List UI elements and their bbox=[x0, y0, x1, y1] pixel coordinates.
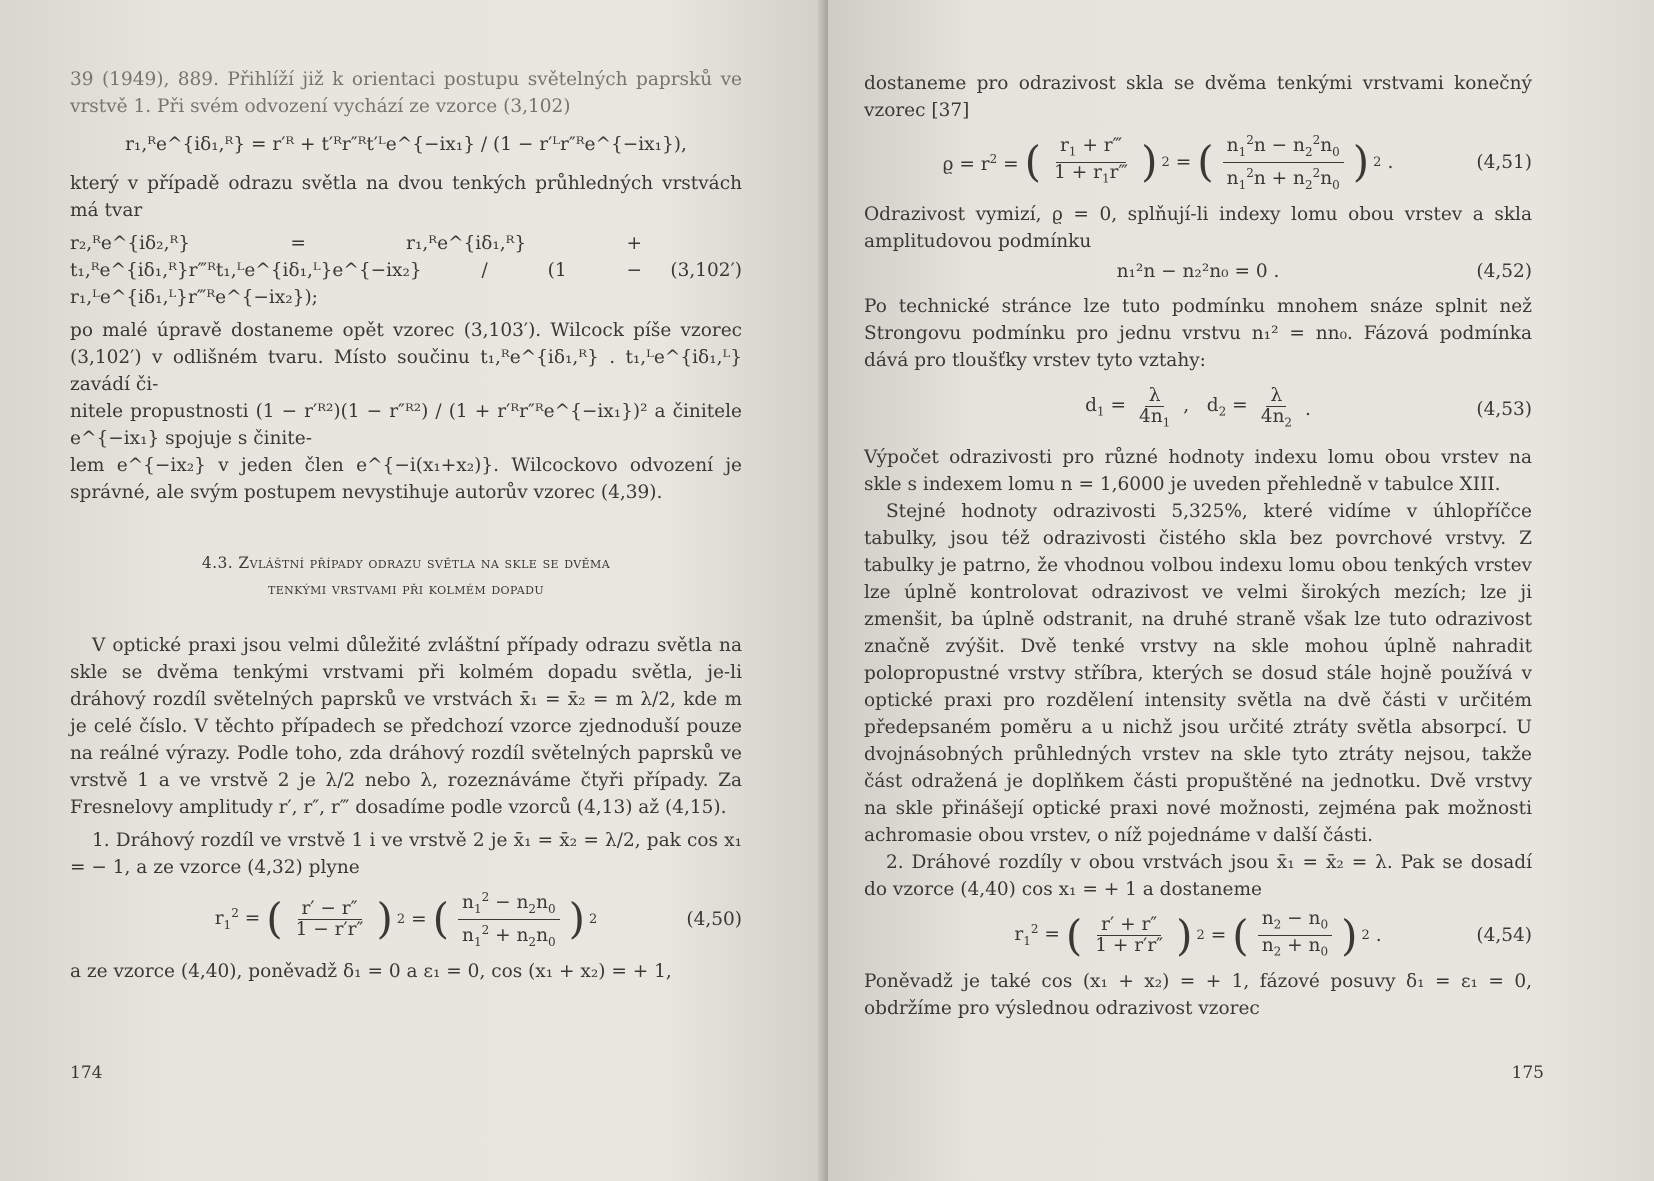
equation-a bbox=[70, 124, 742, 164]
paragraph-c: Výpočet odrazivosti pro různé hodnoty indexu lomu obou vrstev na skle s indexem lomu n = 1,6000 je uveden přehledně v tabulce XIII. bbox=[864, 447, 1532, 496]
left-text-column bbox=[70, 66, 742, 985]
text-3c: lem e^{−ix₂} v jeden člen e^{−i(x₁+x₂)}. Wilcockovo odvození je správné, ale svým postupem nevystihuje autorův vzorec (4,39). bbox=[70, 455, 742, 503]
paragraph-a: Odrazivost vymizí, ϱ = 0, splňují-li indexy lomu obou vrstev a skla amplitudovou podmínku bbox=[864, 203, 1532, 252]
equation-4-54 bbox=[864, 909, 1532, 961]
intro-lines: 39 (1949), 889. Přihlíží již k orientaci postupu světelných paprsků ve vrstvě 1. Při svém odvození vychází ze vzorce (3,102) bbox=[70, 69, 742, 117]
equation-4-53-body: $d_1$ = $\frac{\lambda}{4n_1}$ , $d_2$ = $\frac{\lambda}{4n_2}$ . bbox=[1085, 384, 1311, 430]
equation-4-51 bbox=[864, 130, 1532, 195]
equation-a-text: r₁,ᴿe^{iδ₁,ᴿ} = r′ᴿ + t′ᴿr″ᴿt′ᴸe^{−ix₁} / (1 − r′ᴸr″ᴿe^{−ix₁}), bbox=[125, 133, 687, 155]
section-heading-line-1: 4.3. Zvláštní případy odrazu světla na skle se dvěma bbox=[201, 554, 611, 572]
equation-b-number: (3,102′) bbox=[670, 260, 742, 281]
page-number-left: 174 bbox=[70, 1063, 103, 1083]
paragraph-f: Poněvadž je také cos (x₁ + x₂) = + 1, fázové posuvy δ₁ = ε₁ = 0, obdržíme pro výslednou odrazivost vzorec bbox=[864, 970, 1532, 1019]
equation-4-52-number: (4,52) bbox=[1476, 261, 1532, 283]
equation-4-54-body: $r_1^2$ = ( $\frac{r' + r''}{1 + r'r''}$ ) 2 = ( $\frac{n_2 - n_0}{n_2 + n_0}$ ) 2 . bbox=[1014, 908, 1382, 960]
equation-4-52 bbox=[864, 257, 1532, 287]
left-page bbox=[0, 0, 826, 1181]
section-heading-line-2: tenkými vrstvami při kolmém dopadu bbox=[267, 580, 545, 598]
equation-4-50 bbox=[70, 887, 742, 952]
paragraph-1: V optické praxi jsou velmi důležité zvláštní případy odrazu světla na skle se dvěma tenkými vrstvami při kolmém dopadu světla, je-li dráhový rozdíl světelných paprsků ve vrstvách x̄₁ = x̄₂ = m λ/2, kde m je celé číslo. V těchto případech se předchozí vzorce zjednoduší pouze na reálné výrazy. Podle toho, zda dráhový rozdíl světelných paprsků ve vrstvě 1 a ve vrstvě 2 je λ/2 nebo λ, rozeznáváme čtyři případy. Za Fresnelovy amplitudy r′, r″, r‴ dosadíme podle vzorců (4,13) až (4,15). bbox=[70, 635, 742, 818]
equation-b bbox=[70, 230, 742, 311]
right-text-column bbox=[864, 70, 1532, 1022]
text-3a: po malé úpravě dostaneme opět vzorec (3,103′). Wilcock píše vzorec (3,102′) v odlišném tvaru. Místo součinu t₁,ᴿe^{iδ₁,ᴿ} . t₁,ᴸe^{iδ₁,ᴸ} zavádí či- bbox=[70, 320, 742, 395]
right-page bbox=[828, 0, 1654, 1181]
equation-4-52-text: n₁²n − n₂²n₀ = 0 . bbox=[1116, 261, 1280, 283]
paragraph-e: 2. Dráhové rozdíly v obou vrstvách jsou x̄₁ = x̄₂ = λ. Pak se dosadí do vzorce (4,40) cos x₁ = + 1 a dostaneme bbox=[864, 852, 1532, 901]
paragraph-3: a ze vzorce (4,40), poněvadž δ₁ = 0 a ε₁ = 0, cos (x₁ + x₂) = + 1, bbox=[70, 960, 672, 982]
equation-4-51-body: $ϱ = r^2$ = ( $\frac{r_1 + r‴}{1 + r_1r‴}$ ) 2 = ( $\frac{n_1^2n - n_2^2n_0}{n_1^2n + n_2^2n_0}$ ) 2 . bbox=[864, 130, 1532, 195]
page-number-right: 175 bbox=[1511, 1063, 1544, 1083]
right-line-1: dostaneme pro odrazivost skla se dvěma tenkými vrstvami konečný vzorec [37] bbox=[864, 73, 1532, 121]
text-3b: nitele propustnosti (1 − r′ᴿ²)(1 − r″ᴿ²) / (1 + r′ᴿr″ᴿe^{−ix₁})² a činitele e^{−ix₁} spojuje s činite- bbox=[70, 401, 742, 449]
text-2: který v případě odrazu světla na dvou tenkých průhledných vrstvách má tvar bbox=[70, 173, 742, 221]
equation-4-50-number: (4,50) bbox=[686, 908, 742, 930]
paragraph-d: Stejné hodnoty odrazivosti 5,325%, které vidíme v úhlopříčce tabulky, jsou též odrazivosti čistého skla bez povrchové vrstvy. Z tabulky je patrno, že vhodnou volbou indexu lomu obou tenkých vrstev lze úplně kontrolovat odrazivost ve velmi širokých mezích; lze ji zmenšit, ba úplně odstranit, na druhé straně však lze tuto odrazivost značně zvýšit. Dvě tenké vrstvy na skle mohou úplně nahradit polopropustné vrstvy stříbra, kterých se dosud stále hojně používá v optické praxi pro rozdělení intensity světla na dvě části v určitém předepsaném poměru a u nichž jsou určité ztráty světla absorpcí. U dvojnásobných průhledných vrstev na skle tyto ztráty nejsou, takže část odražená je doplňkem části propuštěné na jednotku. Dvě vrstvy na skle přinášejí optické praxi nové možnosti, zejména pak možnosti achromasie obou vrstev, o níž pojednáme v další části. bbox=[864, 501, 1532, 847]
equation-4-51-number: (4,51) bbox=[1476, 151, 1532, 173]
equation-4-53 bbox=[864, 386, 1532, 433]
paragraph-b: Po technické stránce lze tuto podmínku mnohem snáze splnit než Strongovu podmínku pro jednu vrstvu n₁² = nn₀. Fázová podmínka dává pro tloušťky vrstev tyto vztahy: bbox=[864, 295, 1532, 371]
equation-b-text: r₂,ᴿe^{iδ₂,ᴿ} = r₁,ᴿe^{iδ₁,ᴿ} + t₁,ᴿe^{iδ₁,ᴿ}r‴ᴿt₁,ᴸe^{iδ₁,ᴸ}e^{−ix₂} / (1 − r₁,ᴸe^{iδ₁,ᴸ}r‴ᴿe^{−ix₂}); bbox=[70, 233, 642, 308]
equation-4-54-number: (4,54) bbox=[1476, 925, 1532, 947]
paragraph-2: 1. Dráhový rozdíl ve vrstvě 1 i ve vrstvě 2 je x̄₁ = x̄₂ = λ/2, pak cos x₁ = − 1, a ze vzorce (4,32) plyne bbox=[70, 830, 742, 878]
equation-4-53-number: (4,53) bbox=[1476, 398, 1532, 420]
section-heading bbox=[70, 550, 742, 602]
equation-4-50-body: $r_1^2$ = ( $\frac{r' - r''}{1 - r'r''}$ ) 2 = ( $\frac{n_1^2 - n_2n_0}{n_1^2 + n_2n_0}$ ) 2 bbox=[70, 887, 742, 952]
